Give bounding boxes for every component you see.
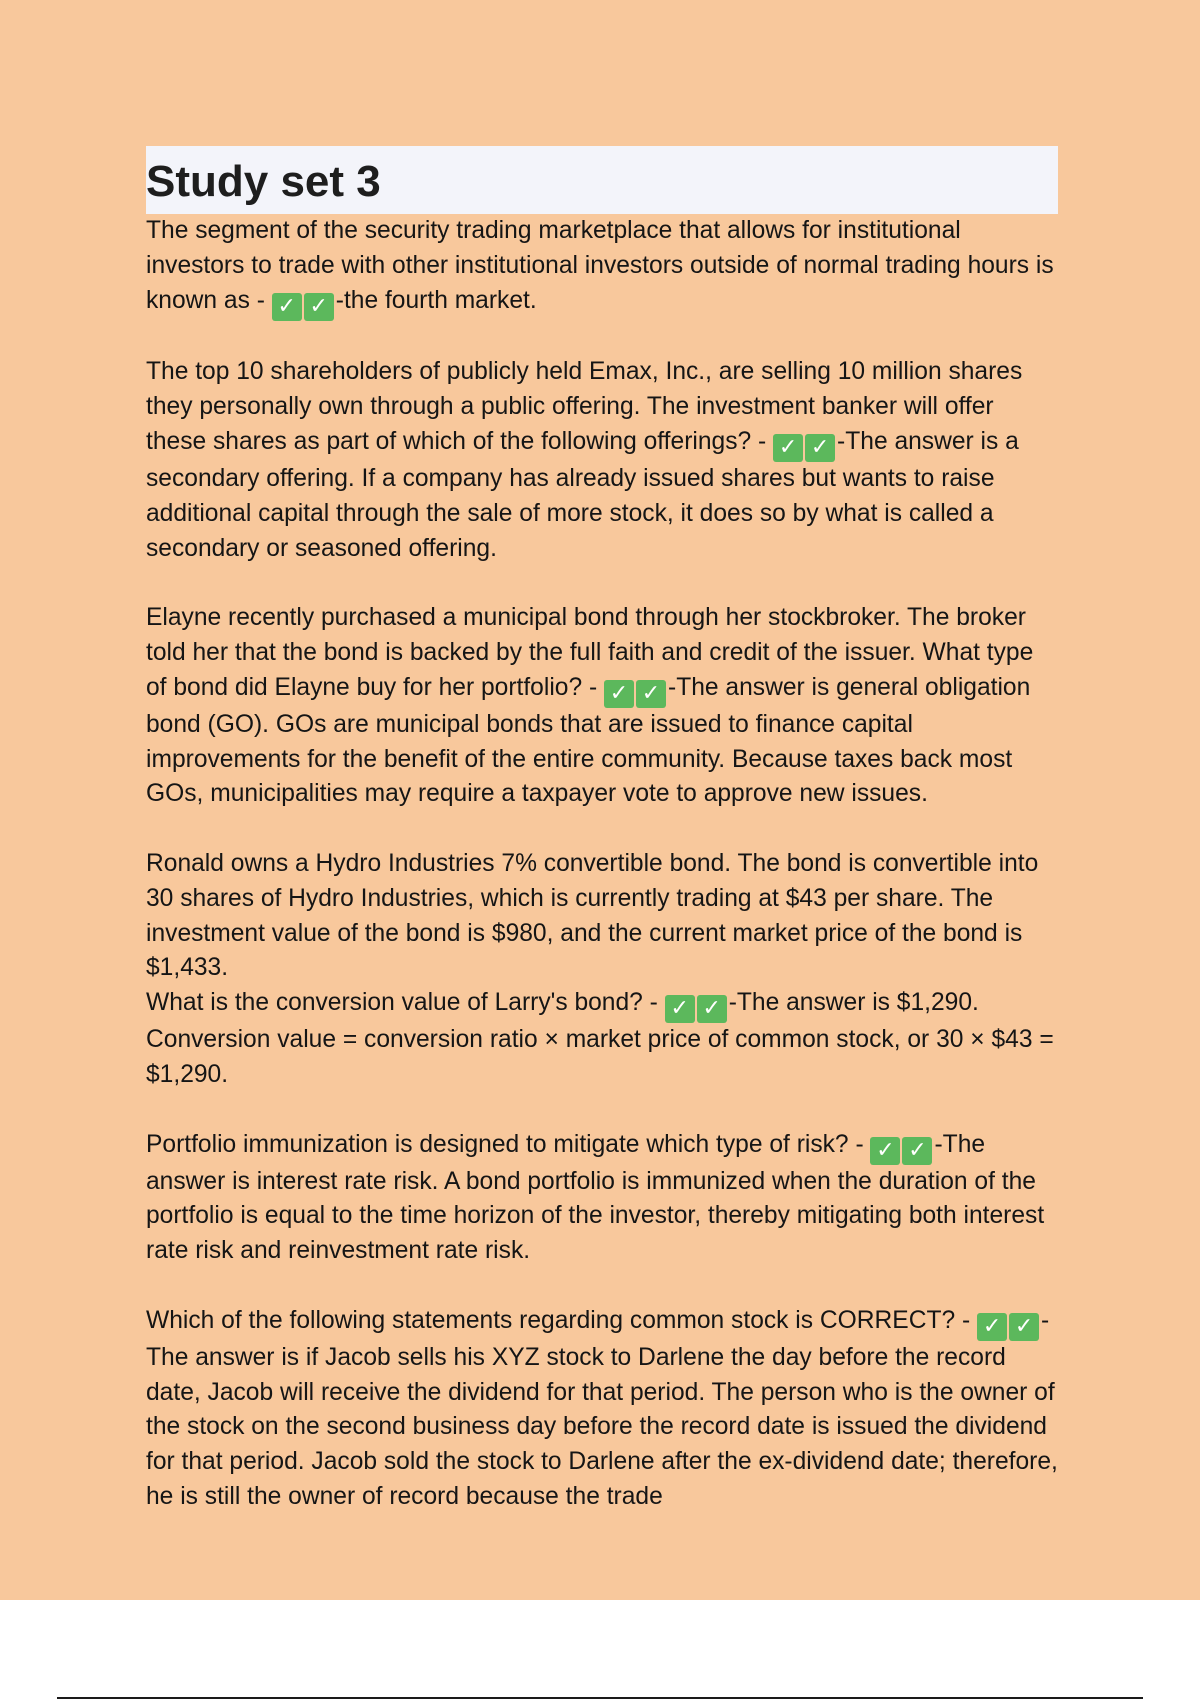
white-heavy-check-mark-icon: ✓ xyxy=(665,995,695,1023)
title-bar xyxy=(146,146,1058,214)
white-heavy-check-mark-icon: ✓ xyxy=(636,680,666,708)
question-text: The top 10 shareholders of publicly held Emax, Inc., are selling 10 million shares they personally own through a public offering. The investment banker will offer these shares as part of which of the following offerings? - xyxy=(146,358,1023,455)
white-heavy-check-mark-icon: ✓ xyxy=(604,680,634,708)
answer-text: -the fourth market. xyxy=(335,286,537,314)
white-heavy-check-mark-icon: ✓ xyxy=(805,434,835,462)
answer-text: -The answer is a secondary offering. If a company has already issued shares but wants to raise additional capital through the sale of more stock, it does so by what is called a secondary or seasoned offering. xyxy=(146,427,1019,562)
white-heavy-check-mark-icon: ✓ xyxy=(304,293,334,321)
white-heavy-check-mark-icon: ✓ xyxy=(697,995,727,1023)
qa-item-3 xyxy=(146,601,1058,812)
answer-text: -The answer is $1,290. Conversion value = conversion ratio × market price of common stock, or 30 × $43 = $1,290. xyxy=(146,989,1054,1088)
white-heavy-check-mark-icon: ✓ xyxy=(977,1313,1007,1341)
footer-divider xyxy=(57,1697,1143,1699)
white-heavy-check-mark-icon: ✓ xyxy=(773,434,803,462)
qa-item-4 xyxy=(146,847,1058,1093)
answer-text: -The answer is if Jacob sells his XYZ stock to Darlene the day before the record date, Jacob will receive the dividend for that period. The person who is the owner of the stock on the second business day before the record date is issued the dividend for that period. Jacob sold the stock to Darlene after the ex-dividend date; therefore, he is still the owner of record because the trade xyxy=(146,1306,1058,1510)
document-content xyxy=(146,146,1058,1550)
question-text: Elayne recently purchased a municipal bond through her stockbroker. The broker told her that the bond is backed by the full faith and credit of the issuer. What type of bond did Elayne buy for her portfolio? - xyxy=(146,604,1034,701)
question-text: The segment of the security trading marketplace that allows for institutional investors to trade with other institutional investors outside of normal trading hours is known as - xyxy=(146,217,1054,314)
qa-item-5 xyxy=(146,1128,1058,1269)
question-text: Which of the following statements regarding common stock is CORRECT? - xyxy=(146,1306,971,1334)
white-heavy-check-mark-icon: ✓ xyxy=(902,1137,932,1165)
white-heavy-check-mark-icon: ✓ xyxy=(272,293,302,321)
white-heavy-check-mark-icon: ✓ xyxy=(1009,1313,1039,1341)
page-title: Study set 3 xyxy=(146,157,381,206)
question-intro-text: Ronald owns a Hydro Industries 7% convertible bond. The bond is convertible into 30 shares of Hydro Industries, which is currently trading at $43 per share. The investment value of the bond is $980, and the current market price of the bond is $1,433. xyxy=(146,849,1039,982)
question-text: Portfolio immunization is designed to mitigate which type of risk? - xyxy=(146,1130,864,1158)
answer-text: -The answer is interest rate risk. A bond portfolio is immunized when the duration of the portfolio is equal to the time horizon of the investor, thereby mitigating both interest rate risk and reinvestment rate risk. xyxy=(146,1130,1045,1265)
white-heavy-check-mark-icon: ✓ xyxy=(870,1137,900,1165)
qa-item-6 xyxy=(146,1304,1058,1515)
question-text: What is the conversion value of Larry's bond? - xyxy=(146,989,658,1017)
qa-item-2 xyxy=(146,355,1058,566)
qa-item-1 xyxy=(146,214,1058,321)
answer-text: -The answer is general obligation bond (GO). GOs are municipal bonds that are issued to finance capital improvements for the benefit of the entire community. Because taxes back most GOs, municipalities may require a taxpayer vote to approve new issues. xyxy=(146,673,1031,808)
